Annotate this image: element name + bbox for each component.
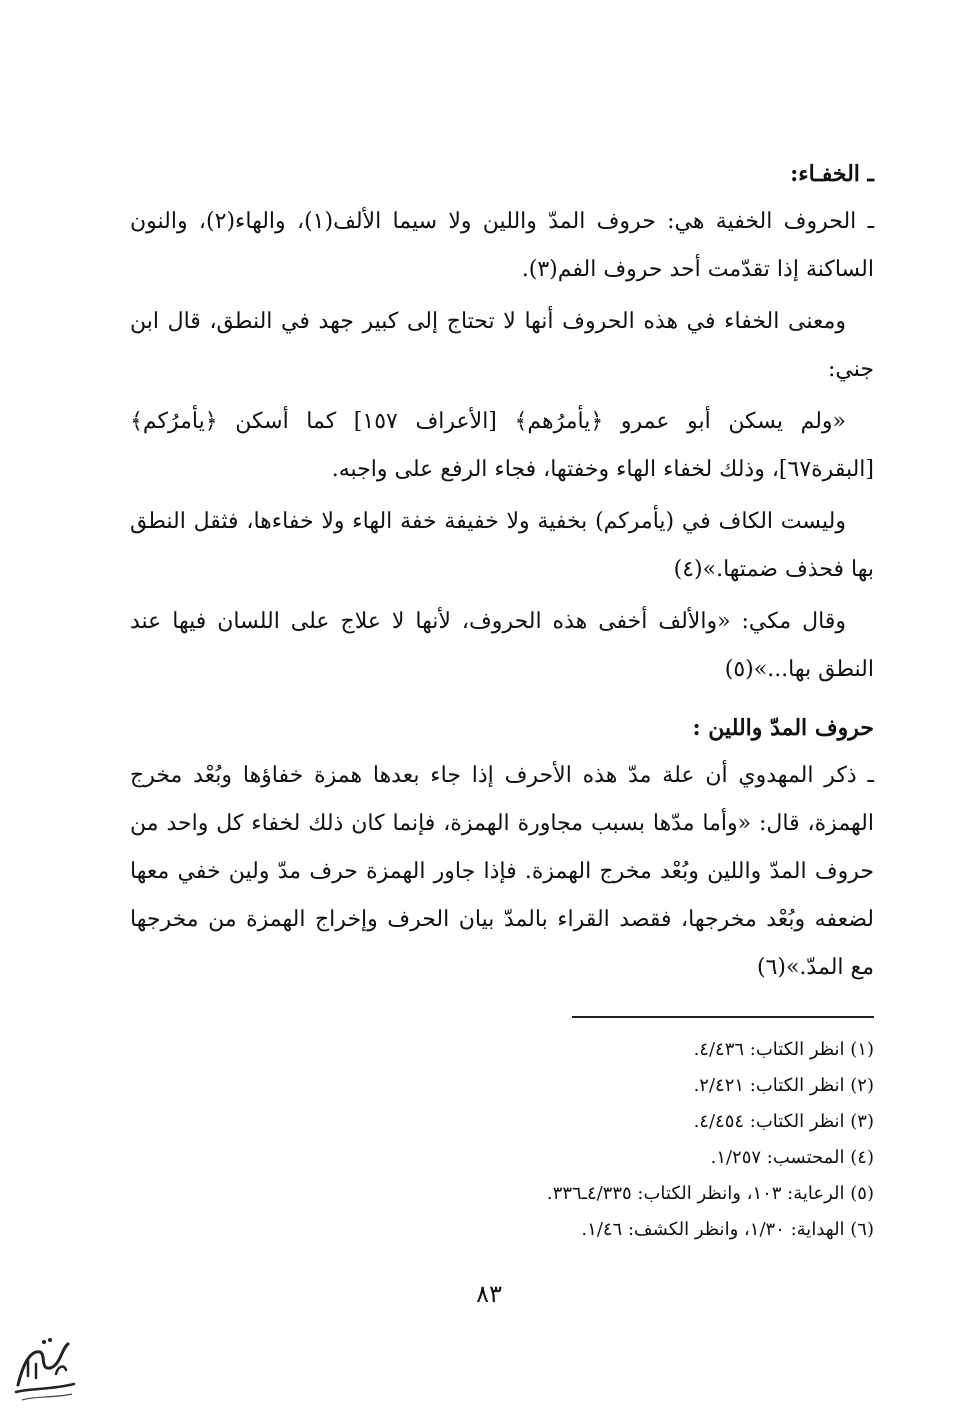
paragraph-meaning-of-khafa: ومعنى الخفاء في هذه الحروف أنها لا تحتاج إلى كبير جهد في النطق، قال ابن جني: xyxy=(130,309,874,382)
paragraph-kaf-explanation: وليست الكاف في (يأمركم) بخفية ولا خفيفة خفة الهاء ولا خفاءها، فثقل النطق بها فحذف ضمتها.»(٤) xyxy=(130,509,874,582)
paragraph-ibn-jinni-quote: «ولم يسكن أبو عمرو ﴿يأمرُهم﴾ [الأعراف ١٥٧] كما أسكن ﴿يأمرُكم﴾ [البقرة٦٧]، وذلك لخفاء الهاء وخفتها، فجاء الرفع على واجبه. xyxy=(130,409,874,482)
footnote-item: (٤) المحتسب: ١/٢٥٧. xyxy=(710,1147,874,1168)
paragraph-mahdawi: ـ ذكر المهدوي أن علة مدّ هذه الأحرف إذا جاء بعدها همزة خفاؤها وبُعْد مخرج الهمزة، قال: «وأما مدّها بسبب مجاورة الهمزة، فإنما كان ذلك لخفاء كل واحد من حروف المدّ واللين وبُعْد مخرج الهمزة. فإذا جاور الهمزة حرف مدّ ولين خفي معها لضعفه وبُعْد مخرجها، فقصد القراء بالمدّ بيان الحرف وإخراج الهمزة من مخرجها مع المدّ.»(٦) xyxy=(130,763,874,980)
footnote-separator xyxy=(572,1016,874,1018)
footnote-item: (١) انظر الكتاب: ٤/٤٣٦. xyxy=(693,1039,874,1060)
footnote-item: (٦) الهداية: ١/٣٠، وانظر الكشف: ١/٤٦. xyxy=(581,1219,874,1240)
footnote-item: (٢) انظر الكتاب: ٢/٤٢١. xyxy=(693,1075,874,1096)
section-heading-madd-lin: حروف المدّ واللين : xyxy=(692,715,874,741)
section-heading-khafa: ـ الخفـاء: xyxy=(790,161,874,187)
footnotes-list xyxy=(130,1032,874,1248)
page-number: ٨٣ xyxy=(476,1280,502,1308)
footnote-item: (٣) انظر الكتاب: ٤/٤٥٤. xyxy=(693,1111,874,1132)
paragraph-makki-quote: وقال مكي: «والألف أخفى هذه الحروف، لأنها لا علاج على اللسان فيها عند النطق بها...»(٥) xyxy=(130,609,874,682)
footnote-item: (٥) الرعاية: ١٠٣، وانظر الكتاب: ٤/٣٣٥ـ٣٣٦. xyxy=(546,1183,874,1204)
paragraph-hidden-letters: ـ الحروف الخفية هي: حروف المدّ واللين ولا سيما الألف(١)، والهاء(٢)، والنون الساكنة إذا تقدّمت أحد حروف الفم(٣). xyxy=(130,209,875,282)
page-body xyxy=(130,150,874,1248)
calligraphy-stamp-icon xyxy=(10,1330,80,1405)
